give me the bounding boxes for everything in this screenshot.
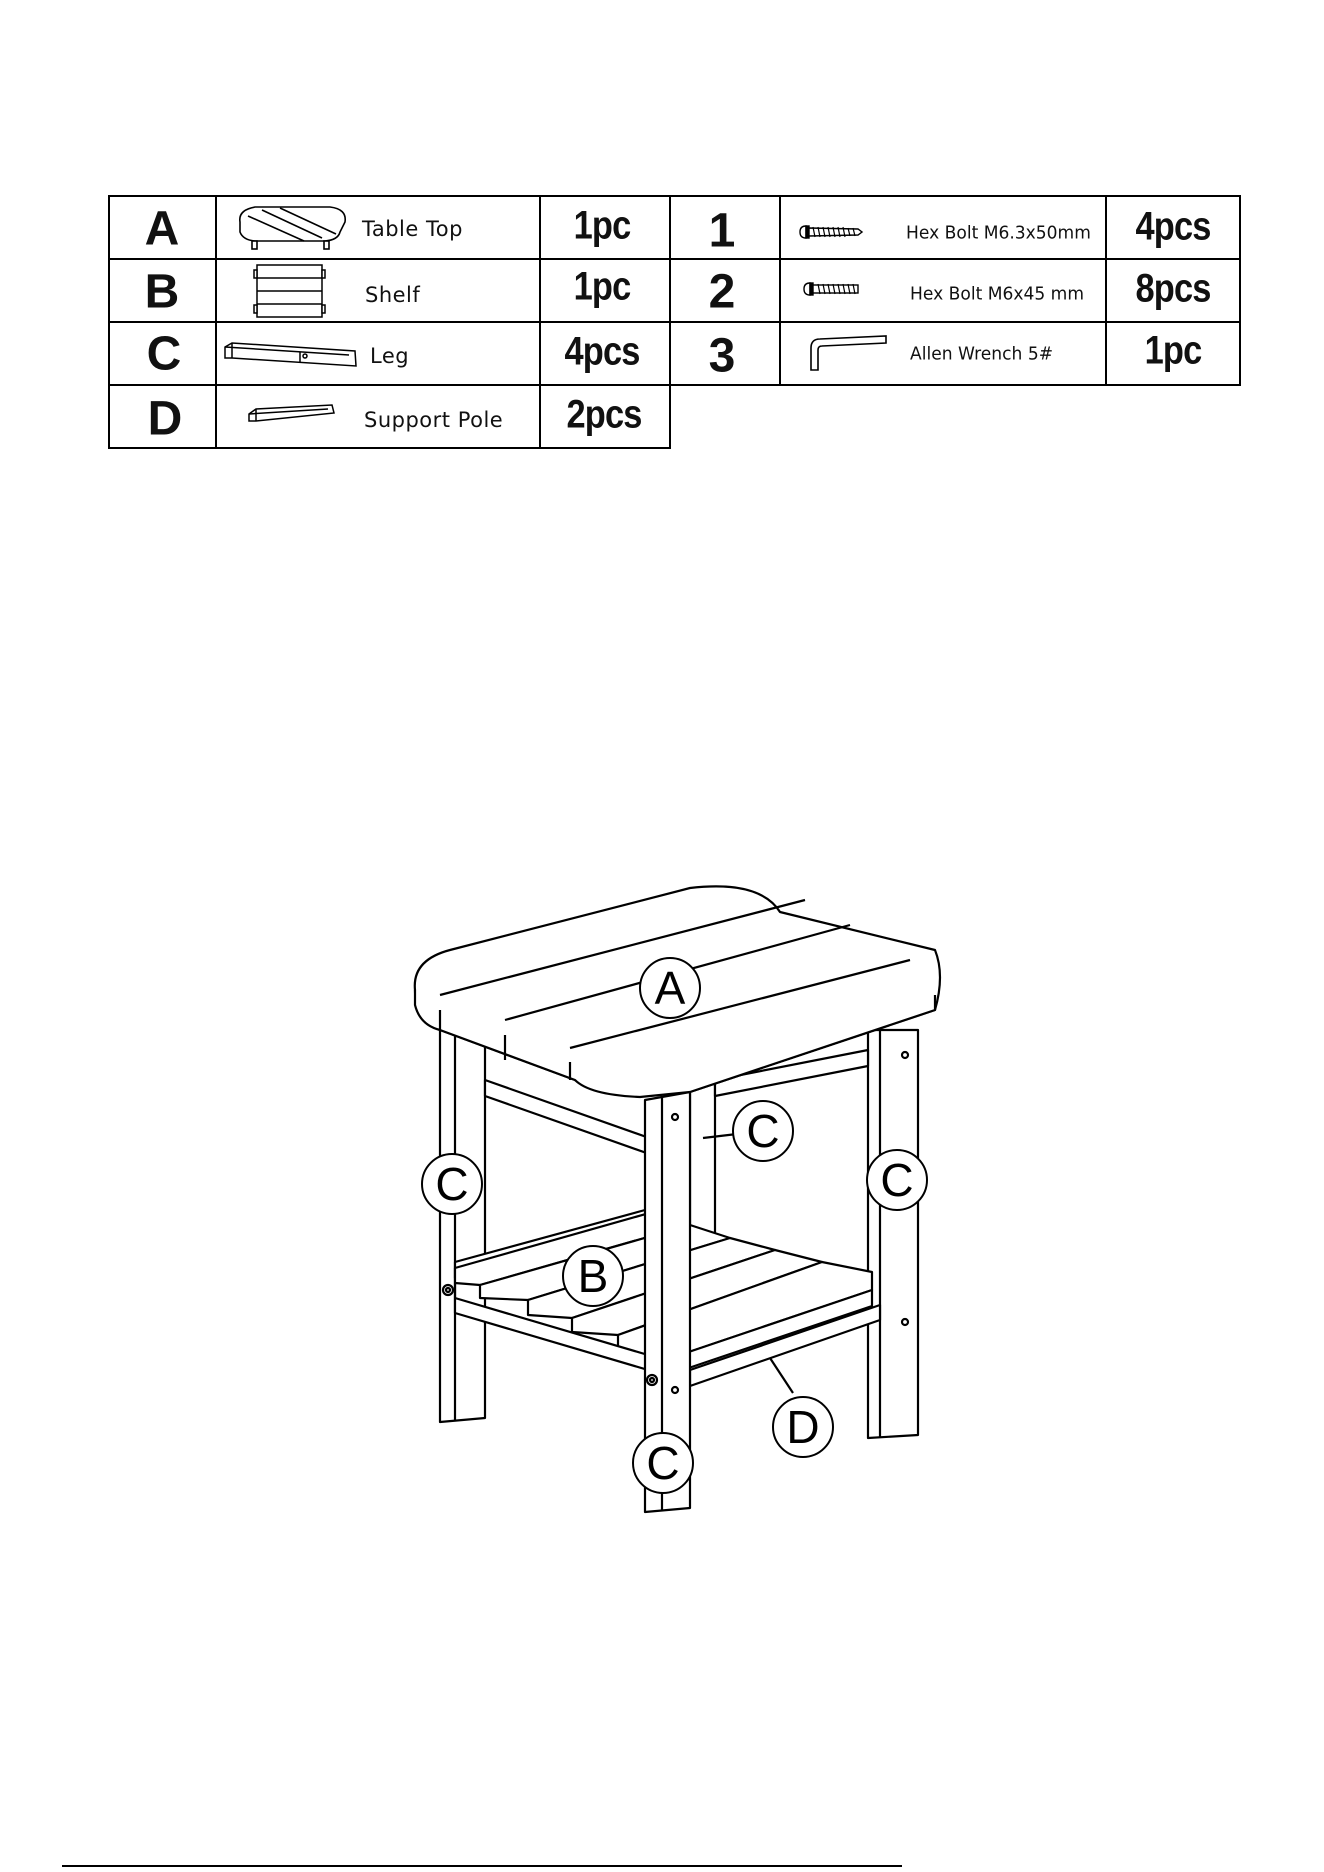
- part-quantity: 1pc: [573, 264, 631, 309]
- leg-icon: [225, 343, 356, 366]
- part-letter: C: [146, 327, 182, 381]
- callout-label-a: A: [654, 962, 686, 1014]
- part-letter: D: [147, 392, 183, 446]
- part-name: Leg: [370, 344, 410, 368]
- part-name: Support Pole: [364, 408, 504, 432]
- hardware-number: 3: [708, 329, 736, 383]
- table-top-icon: [240, 207, 345, 249]
- hex-bolt-long-icon: [800, 226, 862, 238]
- callout-label-b: B: [577, 1250, 609, 1302]
- callout-label-c: C: [435, 1158, 469, 1210]
- hex-bolt-icon: [804, 283, 858, 295]
- bottom-rule: [62, 1865, 902, 1867]
- hardware-quantity: 4pcs: [1135, 204, 1211, 249]
- hardware-quantity: 1pc: [1144, 328, 1202, 373]
- parts-list-table: [0, 0, 1324, 460]
- allen-wrench-icon: [811, 336, 886, 370]
- part-letter: A: [144, 202, 180, 256]
- callout-label-c: C: [746, 1105, 780, 1157]
- shelf-icon: [254, 265, 325, 317]
- callout-label-c: C: [880, 1154, 914, 1206]
- hardware-name: Hex Bolt M6.3x50mm: [906, 222, 1091, 244]
- part-name: Shelf: [365, 283, 421, 307]
- support-pole-icon: [249, 405, 334, 421]
- back-right-leg: [868, 1030, 918, 1438]
- hardware-name: Hex Bolt M6x45 mm: [910, 283, 1084, 305]
- hardware-number: 1: [708, 204, 736, 258]
- hardware-quantity: 8pcs: [1135, 266, 1211, 311]
- part-quantity: 2pcs: [566, 392, 642, 437]
- back-left-leg: [440, 1030, 485, 1422]
- callout-label-c: C: [646, 1437, 680, 1489]
- callout-label-d: D: [786, 1401, 820, 1453]
- hardware-name: Allen Wrench 5#: [910, 343, 1054, 365]
- part-name: Table Top: [362, 217, 463, 241]
- part-letter: B: [144, 265, 180, 319]
- assembly-diagram: [0, 860, 1324, 1560]
- table-grid: [0, 0, 1324, 460]
- part-quantity: 4pcs: [564, 329, 640, 374]
- side-table-illustration: [0, 860, 1324, 1560]
- part-quantity: 1pc: [573, 203, 631, 248]
- hardware-number: 2: [708, 265, 736, 319]
